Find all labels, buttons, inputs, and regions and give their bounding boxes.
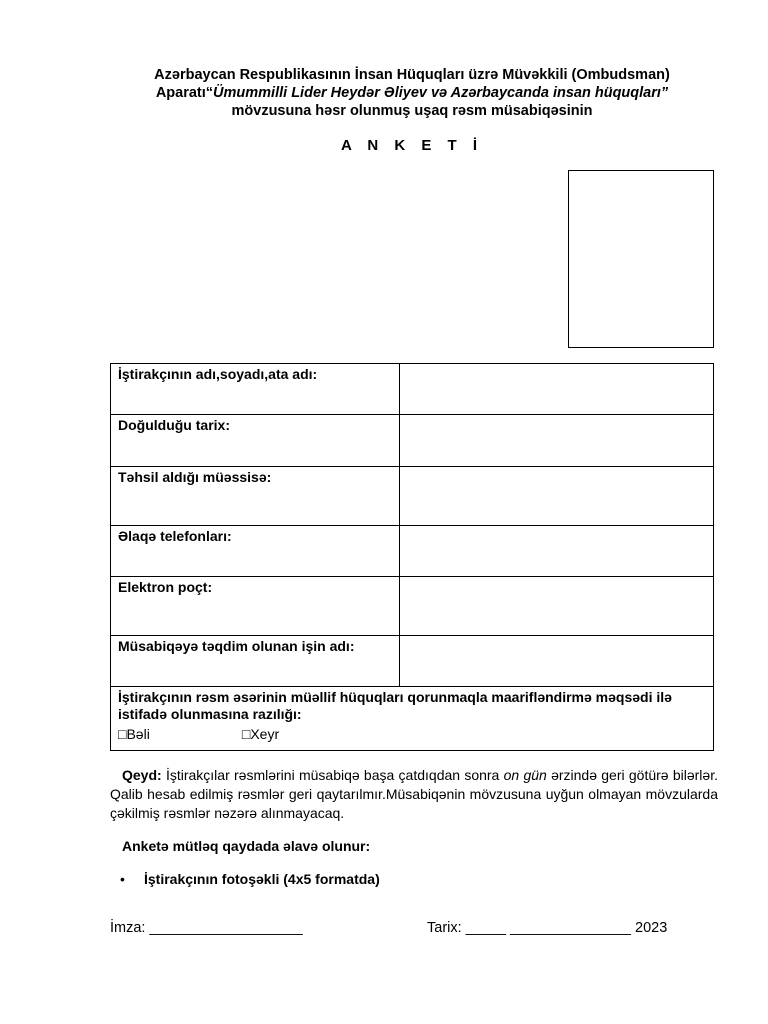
note-text-2: ərzində geri götürə bilərlər. Qalib hesab edilmiş rəsmlər geri qaytarılmır.Müsabiqənin mövzusuna uyğun olmayan mövzularda çəkilmiş rəsmlər nəzərə alınmayacaq.: [110, 767, 718, 821]
consent-question: İştirakçının rəsm əsərinin müəllif hüquqları qorunmaqla maarifləndirmə məqsədi ilə istifadə olunmasına razılığı:: [118, 689, 672, 722]
row-label: Doğulduğu tarix:: [111, 415, 400, 467]
row-label: Əlaqə telefonları:: [111, 526, 400, 577]
table-row: [111, 526, 714, 577]
header-line-3: mövzusuna həsr olunmuş uşaq rəsm müsabiqəsinin: [231, 103, 593, 119]
row-value-field[interactable]: [400, 526, 714, 577]
consent-cell: [111, 687, 714, 751]
page-title: A N K E T İ: [340, 137, 484, 154]
table-row: [111, 636, 714, 687]
header-line-2-italic: Ümummilli Lider Heydər Əliyev və Azərbaycanda insan hüquqları”: [213, 85, 669, 101]
note-label: Qeyd:: [122, 767, 162, 783]
row-value-field[interactable]: [400, 415, 714, 467]
attachment-list-item: [120, 871, 380, 887]
note-italic: on gün: [503, 767, 547, 783]
note-text-1: İştirakçılar rəsmlərini müsabiqə başa çatdıqdan sonra: [161, 767, 504, 783]
signature-line[interactable]: İmza: ___________________: [110, 920, 303, 936]
table-row: [111, 364, 714, 415]
consent-row: [111, 687, 714, 751]
table-row: [111, 415, 714, 467]
header-line-2: [0, 84, 768, 102]
document-header: [0, 66, 768, 120]
bullet-icon: •: [120, 871, 125, 887]
date-line[interactable]: Tarix: _____ _______________ 2023: [427, 920, 668, 936]
application-form-table: [110, 363, 714, 751]
row-label: Müsabiqəyə təqdim olunan işin adı:: [111, 636, 400, 687]
row-label: Elektron poçt:: [111, 577, 400, 636]
consent-options: [118, 726, 706, 742]
note-paragraph: [110, 766, 718, 823]
consent-no-checkbox[interactable]: □Xeyr: [241, 726, 280, 742]
table-row: [111, 577, 714, 636]
row-value-field[interactable]: [400, 577, 714, 636]
row-label: Təhsil aldığı müəssisə:: [111, 467, 400, 526]
header-line-2-prefix: Aparatı“: [155, 85, 214, 101]
row-value-field[interactable]: [400, 364, 714, 415]
row-value-field[interactable]: [400, 467, 714, 526]
attachment-heading: Anketə mütləq qaydada əlavə olunur:: [122, 838, 371, 854]
photo-placeholder-box: [568, 170, 714, 348]
row-label: İştirakçının adı,soyadı,ata adı:: [111, 364, 400, 415]
consent-yes-checkbox[interactable]: □Bəli: [118, 726, 150, 742]
row-value-field[interactable]: [400, 636, 714, 687]
attachment-item-text: İştirakçının fotoşəkli (4x5 formatda): [144, 871, 380, 887]
header-line-1: Azərbaycan Respublikasının İnsan Hüquqları üzrə Müvəkkili (Ombudsman): [154, 67, 670, 83]
table-row: [111, 467, 714, 526]
